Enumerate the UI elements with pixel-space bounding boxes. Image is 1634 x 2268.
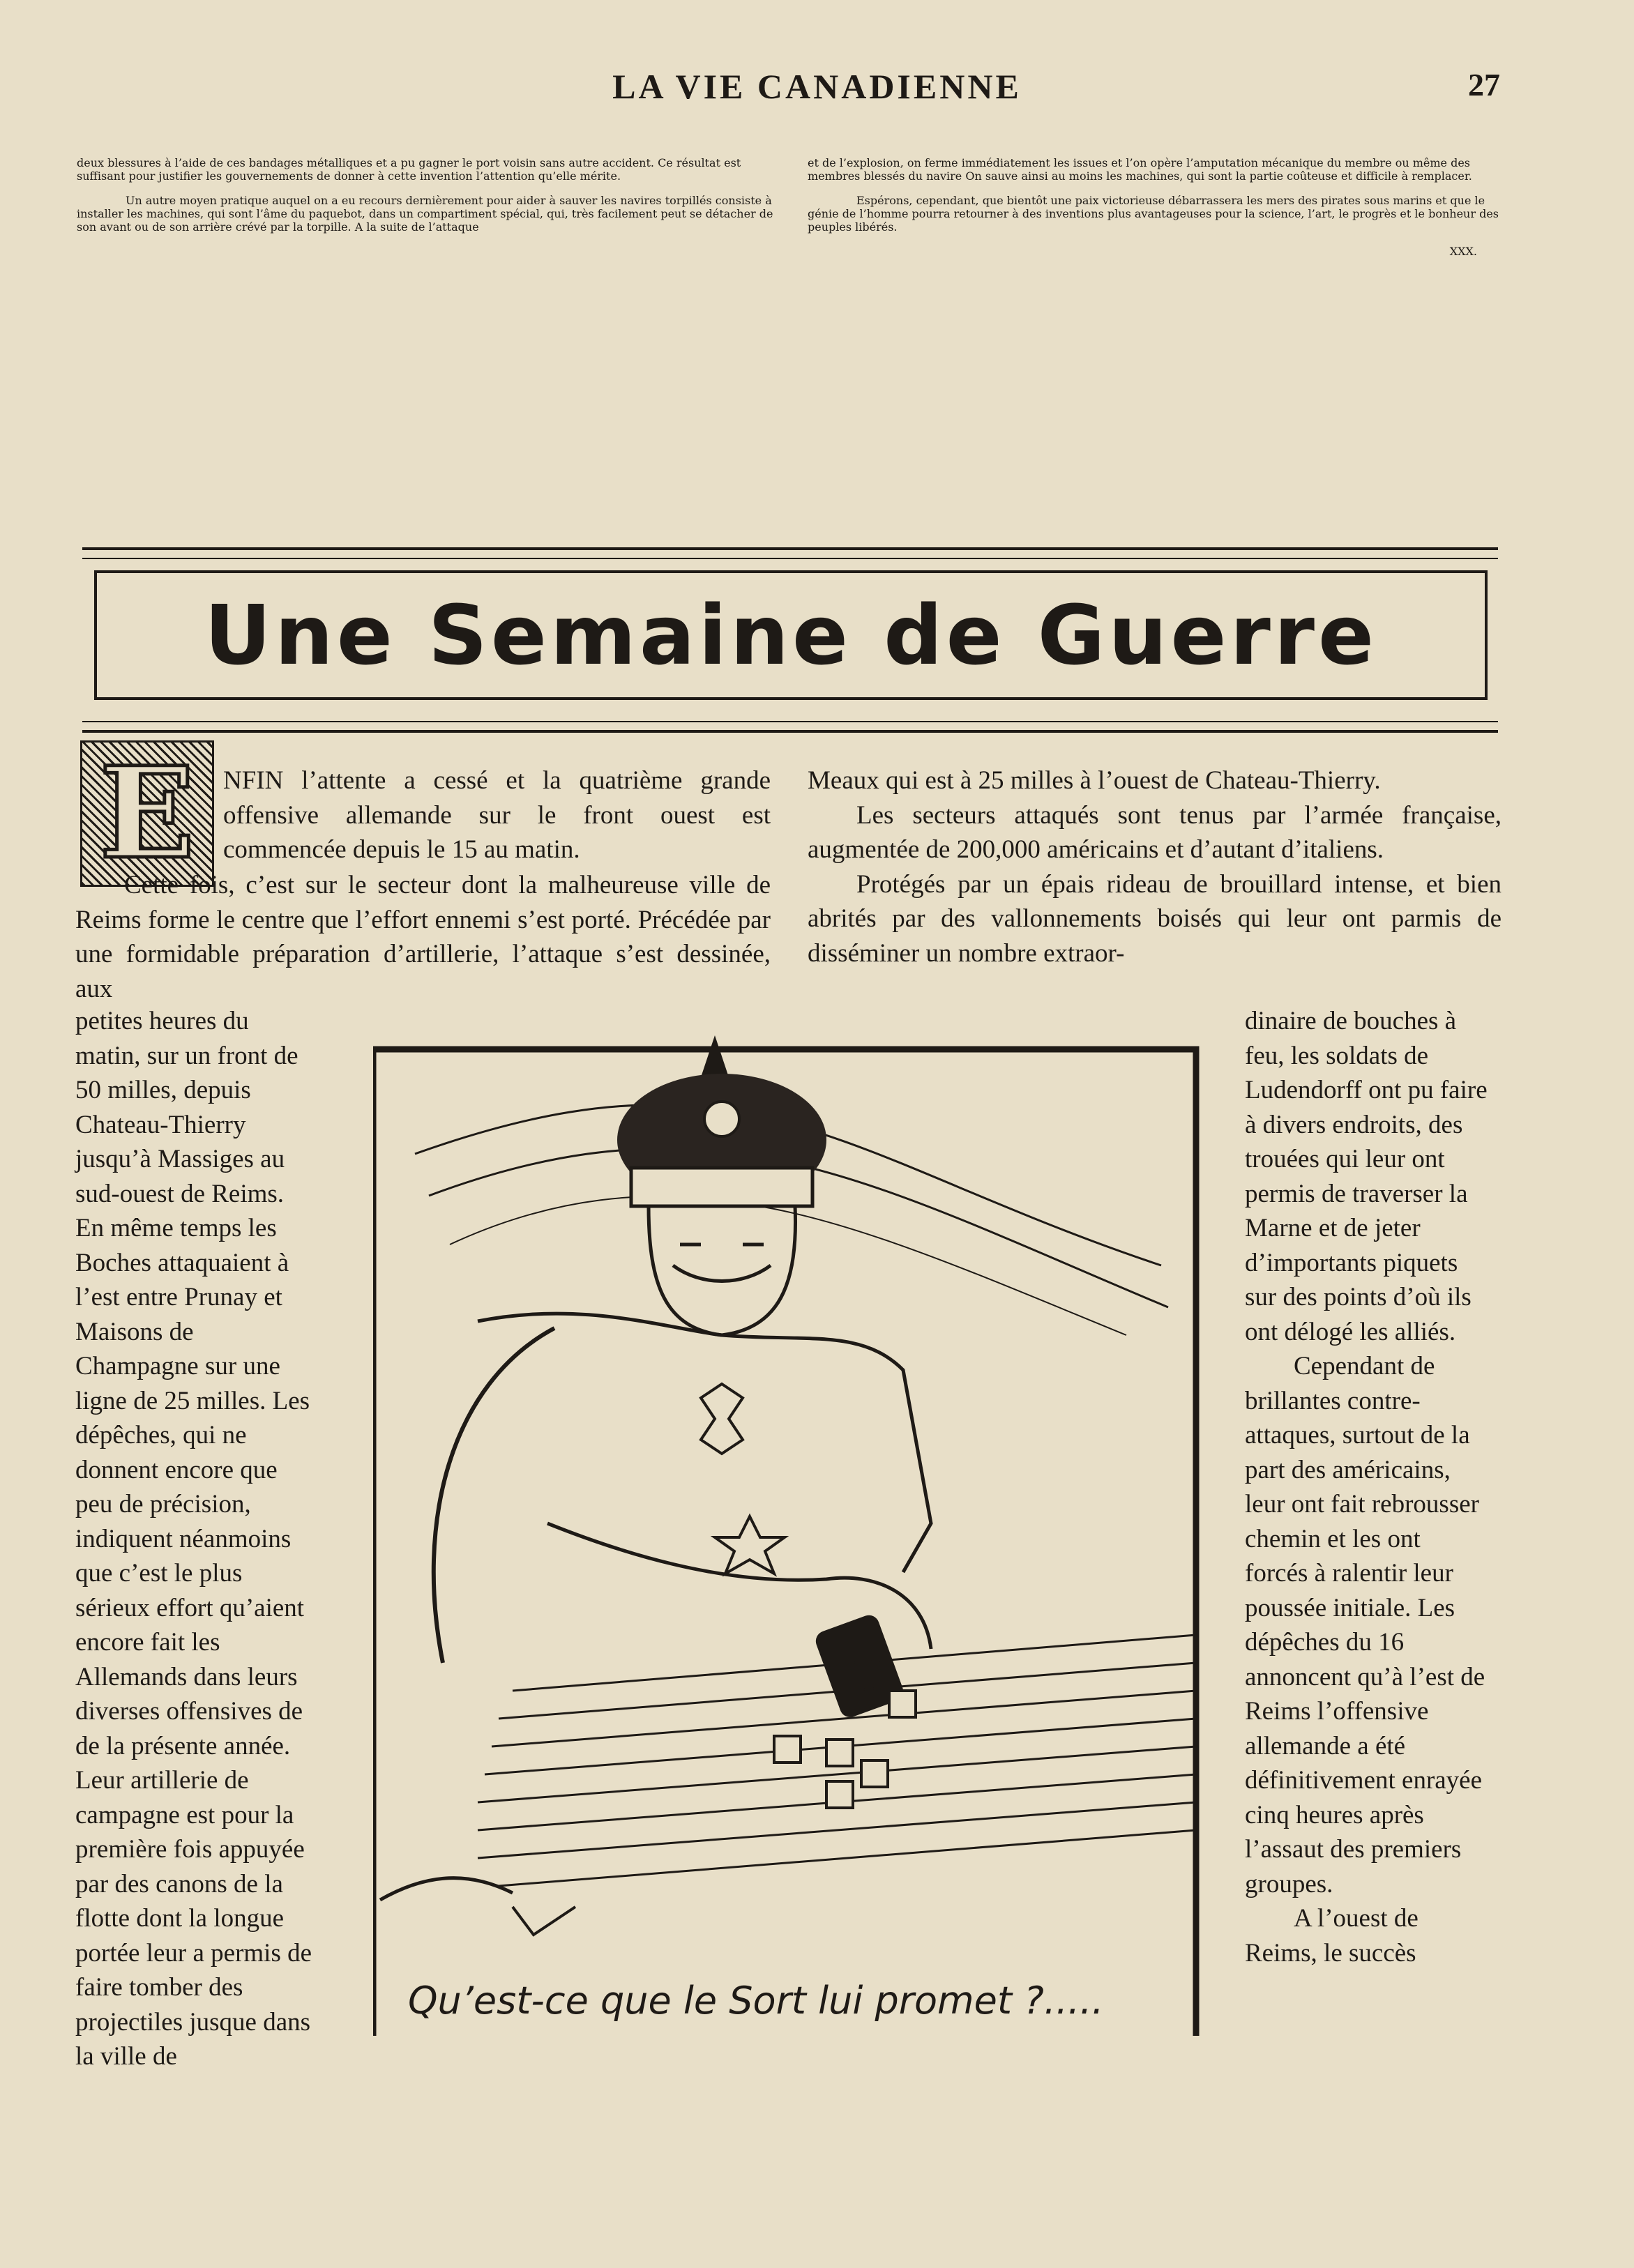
article-right-wide [808,763,1501,971]
prev-article-right-column [808,145,1505,269]
cartoon-caption: Qu’est-ce que le Sort lui promet ?..... [408,1979,1104,2023]
drop-cap [80,740,214,887]
article-left-narrow [75,1004,312,2074]
signature: XXX. [1449,245,1477,258]
article-left-wide [75,868,771,1006]
paragraph: NFIN l’attente a cessé et la quatrième grande offensive allemande sur le front ouest est commencée depuis le 15 au matin. [223,766,771,864]
article-lead [223,763,771,867]
title-banner [94,570,1488,700]
article-title: Une Semaine de Guerre [204,587,1377,683]
paragraph: Cependant de brillantes contre-attaques, surtout de la part des américains, leur ont fait rebrousser chemin et les ont forcés à ralentir leur poussée initiale. Les dépêches du 16 annoncent qu’à l’est de Reims l’offensive allemande a été définitivement enrayée cinq heures après l’assaut des premiers groupes. [1245,1352,1485,1898]
paragraph: Meaux qui est à 25 milles à l’ouest de Chateau-Thierry. [808,766,1381,795]
cartoon-illustration [373,1035,1203,2036]
paragraph: Les secteurs attaqués sont tenus par l’armée française, augmentée de 200,000 américains et d’autant d’italiens. [808,800,1501,864]
drop-cap-letter: E [99,740,195,887]
paragraph: dinaire de bouches à feu, les soldats de Ludendorff ont pu faire à divers endroits, des trouées qui leur ont permis de traverser la Marne et de jeter d’importants piquets sur des points d’où ils ont délogé les alliés. [1245,1007,1488,1346]
paragraph: deux blessures à l’aide de ces bandages métalliques et a pu gagner le port voisin sans autre accident. Ce résultat est suffisant pour justifier les gouvernements de donner à cette invention l’attention qu’elle mérite. [77,156,741,183]
paragraph: Cette fois, c’est sur le secteur dont la malheureuse ville de Reims forme le centre que l’effort ennemi s’est porté. Précédée par une formidable préparation d’artillerie, l’attaque s’est dessinée, aux [75,871,771,1003]
paragraph: petites heures du matin, sur un front de 50 milles, depuis Chateau-Thierry jusqu’à Massiges au sud-ouest de Reims. En même temps les Boches attaquaient à l’est entre Prunay et Maisons de Champagne sur une ligne de 25 milles. Les dépêches, qui ne donnent encore que peu de précision, indiquent néanmoins que c’est le plus sérieux effort qu’aient encore fait les Allemands dans leurs diverses offensives de de la présente année. Leur artillerie de campagne est pour la première fois appuyée par des canons de la flotte dont la longue portée leur a permis de faire tomber des projectiles jusque dans la ville de [75,1007,312,2071]
paragraph: A l’ouest de Reims, le succès [1245,1904,1419,1968]
prev-article-left-column [77,145,774,245]
running-header: LA VIE CANADIENNE [612,67,1022,106]
page-number: 27 [1468,67,1500,102]
paragraph: et de l’explosion, on ferme immédiatement les issues et l’on opère l’amputation mécanique du membre ou même des membres blessés du navire On sauve ainsi au moins les machines, qui sont la partie coûteuse et difficile à remplacer. [808,156,1472,183]
paragraph: Protégés par un épais rideau de brouillard intense, et bien abrités par des vallonnements boisés qui leur ont parmis de disséminer un nombre extraor- [808,869,1501,968]
paragraph: Espérons, cependant, que bientôt une paix victorieuse débarrassera les mers des pirates sous marins et que le génie de l’homme pourra retourner à des inventions plus avantageuses pour la science, l’art, le progrès et le bonheur des peuples libérés. [808,194,1499,234]
article-right-narrow [1245,1004,1489,1970]
cartoon-drawing [373,1035,1203,2036]
paragraph: Un autre moyen pratique auquel on a eu recours dernièrement pour aider à sauver les navires torpillés consiste à installer les machines, qui sont l’âme du paquebot, dans un compartiment spécial, qui, très facilement peut se détacher de son avant ou de son arrière crévé par la torpille. A la suite de l’attaque [77,194,773,234]
